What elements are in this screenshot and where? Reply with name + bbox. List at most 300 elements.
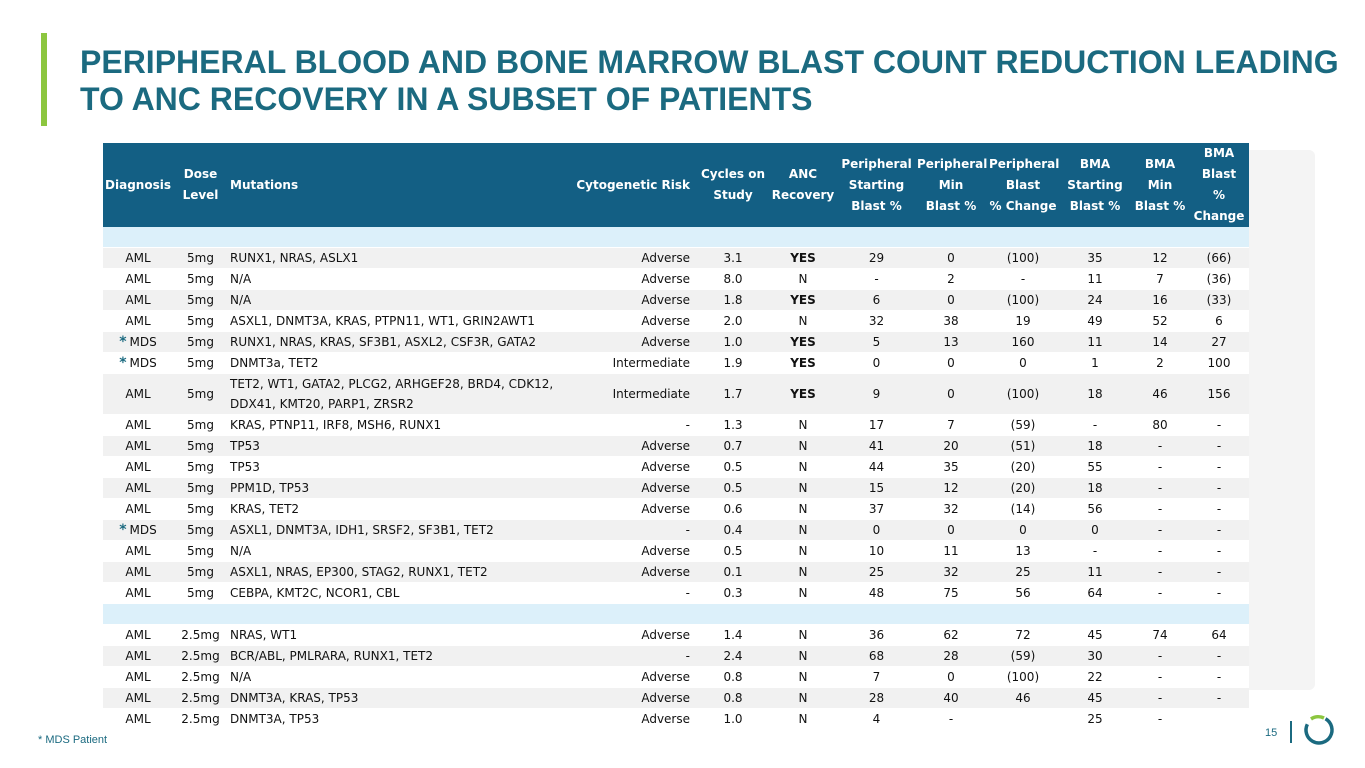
cell-anc-recovery: N [768,625,838,646]
cell-bma-blast-change: - [1189,541,1249,562]
cell-peripheral-starting-blast: - [838,269,915,290]
cell-peripheral-blast-change: 19 [987,311,1059,332]
cell-dose-level: 5mg [173,332,228,353]
cell-dose-level: 2.5mg [173,667,228,688]
cell-bma-blast-change: - [1189,688,1249,709]
cell-peripheral-starting-blast: 7 [838,667,915,688]
cell-peripheral-min-blast: 20 [915,436,987,457]
diagnosis-text: AML [125,628,151,642]
cell-peripheral-starting-blast: 0 [838,353,915,374]
diagnosis-text: AML [125,293,151,307]
cell-diagnosis [103,499,173,520]
cell-mutations: N/A [228,667,558,688]
cell-cycles-on-study: 1.9 [698,353,768,374]
cell-cytogenetic-risk: Adverse [558,667,698,688]
table-row [103,457,1249,478]
table-body [103,227,1249,730]
header-bma-starting-blast: BMA Starting Blast % [1059,143,1131,227]
slide-title: PERIPHERAL BLOOD AND BONE MARROW BLAST COUNT REDUCTION LEADING TO ANC RECOVERY IN A SUBSET OF PATIENTS [80,44,1339,117]
cell-bma-starting-blast: 35 [1059,248,1131,269]
cell-dose-level: 5mg [173,457,228,478]
cell-bma-starting-blast: 55 [1059,457,1131,478]
diagnosis-text: AML [125,565,151,579]
diagnosis-text: AML [125,691,151,705]
cell-bma-starting-blast: - [1059,415,1131,436]
cell-bma-blast-change: - [1189,667,1249,688]
cell-cytogenetic-risk: Adverse [558,625,698,646]
cell-bma-blast-change: 27 [1189,332,1249,353]
cell-cytogenetic-risk: - [558,520,698,541]
cell-cytogenetic-risk: Adverse [558,436,698,457]
cell-anc-recovery: N [768,709,838,730]
cell-peripheral-starting-blast: 9 [838,374,915,415]
cell-peripheral-min-blast: 11 [915,541,987,562]
cell-cycles-on-study: 0.5 [698,457,768,478]
cell-dose-level: 5mg [173,353,228,374]
table-row [103,478,1249,499]
cell-mutations: KRAS, TET2 [228,499,558,520]
header-peripheral-blast-change: Peripheral Blast % Change [987,143,1059,227]
diagnosis-text: AML [125,439,151,453]
cell-peripheral-blast-change: 72 [987,625,1059,646]
cell-mutations: RUNX1, NRAS, KRAS, SF3B1, ASXL2, CSF3R, GATA2 [228,332,558,353]
cell-bma-blast-change: (33) [1189,290,1249,311]
diagnosis-text: AML [125,712,151,726]
cell-diagnosis [103,374,173,415]
table-row [103,332,1249,353]
footnote-mds-patient: * MDS Patient [38,734,108,746]
cell-bma-starting-blast: 49 [1059,311,1131,332]
cell-peripheral-blast-change: - [987,269,1059,290]
cell-diagnosis [103,646,173,667]
mds-patient-asterisk: * [119,522,127,538]
cell-mutations: N/A [228,269,558,290]
cell-mutations: DNMT3A, TP53 [228,709,558,730]
cell-bma-starting-blast: 0 [1059,520,1131,541]
diagnosis-text: AML [125,251,151,265]
cell-bma-min-blast: 2 [1131,353,1189,374]
diagnosis-text: AML [125,272,151,286]
table-row [103,667,1249,688]
cell-bma-min-blast: - [1131,646,1189,667]
cell-bma-blast-change: - [1189,499,1249,520]
cell-anc-recovery: N [768,562,838,583]
cell-anc-recovery: YES [768,374,838,415]
cell-peripheral-min-blast: 0 [915,248,987,269]
cell-peripheral-min-blast: 32 [915,562,987,583]
cell-cytogenetic-risk: Adverse [558,688,698,709]
cell-dose-level: 5mg [173,248,228,269]
cell-peripheral-starting-blast: 32 [838,311,915,332]
cell-bma-blast-change: - [1189,646,1249,667]
cell-bma-starting-blast: 11 [1059,332,1131,353]
cell-peripheral-min-blast: 12 [915,478,987,499]
diagnosis-text: MDS [129,335,157,349]
cell-bma-starting-blast: 22 [1059,667,1131,688]
cell-anc-recovery: N [768,499,838,520]
dose-group-separator [103,227,1249,248]
cell-cytogenetic-risk: Intermediate [558,353,698,374]
cell-cytogenetic-risk: Adverse [558,709,698,730]
cell-diagnosis [103,562,173,583]
cell-cycles-on-study: 0.6 [698,499,768,520]
diagnosis-text: AML [125,649,151,663]
cell-anc-recovery: YES [768,353,838,374]
table-row [103,625,1249,646]
header-peripheral-min-blast: Peripheral Min Blast % [915,143,987,227]
cell-dose-level: 5mg [173,311,228,332]
cell-bma-starting-blast: 30 [1059,646,1131,667]
cell-bma-starting-blast: 45 [1059,688,1131,709]
cell-peripheral-starting-blast: 0 [838,520,915,541]
cell-anc-recovery: YES [768,290,838,311]
cell-diagnosis [103,290,173,311]
cell-diagnosis [103,688,173,709]
cell-peripheral-starting-blast: 5 [838,332,915,353]
cell-cycles-on-study: 1.0 [698,332,768,353]
cell-bma-blast-change: - [1189,436,1249,457]
cell-diagnosis [103,269,173,290]
cell-peripheral-min-blast: 2 [915,269,987,290]
cell-dose-level: 5mg [173,290,228,311]
cell-peripheral-min-blast: 32 [915,499,987,520]
cell-cycles-on-study: 0.5 [698,478,768,499]
cell-diagnosis [103,478,173,499]
diagnosis-text: AML [125,418,151,432]
header-bma-blast-change: BMA Blast % Change [1189,143,1249,227]
cell-cytogenetic-risk: Adverse [558,499,698,520]
cell-diagnosis [103,709,173,730]
blast-count-table-wrapper [103,143,1249,730]
cell-cytogenetic-risk: Adverse [558,457,698,478]
table-row [103,688,1249,709]
cell-dose-level: 2.5mg [173,625,228,646]
cell-mutations: NRAS, WT1 [228,625,558,646]
table-row [103,311,1249,332]
cell-cycles-on-study: 0.7 [698,436,768,457]
cell-peripheral-blast-change: (51) [987,436,1059,457]
cell-peripheral-starting-blast: 10 [838,541,915,562]
cell-bma-blast-change [1189,709,1249,730]
cell-bma-blast-change: - [1189,520,1249,541]
cell-peripheral-starting-blast: 44 [838,457,915,478]
cell-bma-min-blast: 52 [1131,311,1189,332]
table-row [103,541,1249,562]
table-row [103,269,1249,290]
cell-cytogenetic-risk: Adverse [558,290,698,311]
cell-bma-starting-blast: 11 [1059,269,1131,290]
dose-group-separator [103,604,1249,625]
cell-bma-blast-change: 64 [1189,625,1249,646]
cell-peripheral-starting-blast: 68 [838,646,915,667]
header-dose-level: Dose Level [173,143,228,227]
cell-cytogenetic-risk: Adverse [558,478,698,499]
cell-bma-min-blast: 80 [1131,415,1189,436]
cell-bma-starting-blast: 11 [1059,562,1131,583]
header-cycles-on-study: Cycles on Study [698,143,768,227]
header-mutations: Mutations [228,143,558,227]
table-row [103,709,1249,730]
cell-bma-starting-blast: 64 [1059,583,1131,604]
cell-cytogenetic-risk: Adverse [558,311,698,332]
cell-cycles-on-study: 1.8 [698,290,768,311]
diagnosis-text: AML [125,502,151,516]
cell-diagnosis [103,311,173,332]
cell-peripheral-min-blast: 0 [915,520,987,541]
cell-cycles-on-study: 0.8 [698,688,768,709]
cell-mutations: N/A [228,541,558,562]
dose-group-band [103,604,1249,625]
cell-cycles-on-study: 0.3 [698,583,768,604]
cell-peripheral-min-blast: 28 [915,646,987,667]
cell-anc-recovery: N [768,688,838,709]
cell-bma-min-blast: - [1131,499,1189,520]
cell-bma-blast-change: 156 [1189,374,1249,415]
cell-anc-recovery: YES [768,248,838,269]
cell-peripheral-starting-blast: 25 [838,562,915,583]
cell-dose-level: 2.5mg [173,646,228,667]
cell-peripheral-blast-change [987,709,1059,730]
cell-diagnosis [103,541,173,562]
cell-bma-blast-change: - [1189,415,1249,436]
diagnosis-text: AML [125,387,151,401]
cell-mutations: RUNX1, NRAS, ASLX1 [228,248,558,269]
cell-anc-recovery: YES [768,332,838,353]
cell-mutations: DNMT3A, KRAS, TP53 [228,688,558,709]
cell-bma-blast-change: - [1189,562,1249,583]
cell-bma-starting-blast: 1 [1059,353,1131,374]
cell-cycles-on-study: 1.7 [698,374,768,415]
cell-cytogenetic-risk: Adverse [558,269,698,290]
cell-cycles-on-study: 8.0 [698,269,768,290]
cell-cytogenetic-risk: Adverse [558,541,698,562]
cell-dose-level: 5mg [173,478,228,499]
cell-bma-starting-blast: 18 [1059,374,1131,415]
table-row [103,374,1249,415]
cell-dose-level: 5mg [173,562,228,583]
cell-bma-starting-blast: 18 [1059,436,1131,457]
cell-bma-starting-blast: 45 [1059,625,1131,646]
cell-peripheral-min-blast: - [915,709,987,730]
cell-dose-level: 5mg [173,541,228,562]
cell-peripheral-min-blast: 0 [915,667,987,688]
cell-bma-starting-blast: 25 [1059,709,1131,730]
table-row [103,436,1249,457]
cell-dose-level: 5mg [173,583,228,604]
cell-mutations: KRAS, PTNP11, IRF8, MSH6, RUNX1 [228,415,558,436]
mds-patient-asterisk: * [119,355,127,371]
company-logo-icon [1302,713,1336,747]
header-cytogenetic-risk: Cytogenetic Risk [558,143,698,227]
cell-peripheral-min-blast: 35 [915,457,987,478]
cell-cytogenetic-risk: Adverse [558,248,698,269]
mds-patient-asterisk: * [119,334,127,350]
diagnosis-text: MDS [129,523,157,537]
cell-bma-blast-change: (66) [1189,248,1249,269]
cell-anc-recovery: N [768,269,838,290]
cell-bma-min-blast: - [1131,583,1189,604]
diagnosis-text: AML [125,586,151,600]
cell-anc-recovery: N [768,457,838,478]
cell-peripheral-min-blast: 40 [915,688,987,709]
cell-peripheral-blast-change: 13 [987,541,1059,562]
cell-peripheral-blast-change: (100) [987,290,1059,311]
cell-bma-min-blast: - [1131,520,1189,541]
cell-peripheral-min-blast: 0 [915,290,987,311]
page-number: 15 [1265,727,1278,739]
cell-bma-min-blast: - [1131,709,1189,730]
cell-peripheral-starting-blast: 28 [838,688,915,709]
cell-peripheral-starting-blast: 6 [838,290,915,311]
cell-anc-recovery: N [768,541,838,562]
table-row [103,520,1249,541]
cell-peripheral-blast-change: 46 [987,688,1059,709]
cell-peripheral-min-blast: 7 [915,415,987,436]
cell-peripheral-starting-blast: 48 [838,583,915,604]
cell-mutations: TP53 [228,457,558,478]
cell-peripheral-min-blast: 0 [915,374,987,415]
cell-cycles-on-study: 0.4 [698,520,768,541]
cell-bma-min-blast: 16 [1131,290,1189,311]
cell-bma-min-blast: 12 [1131,248,1189,269]
cell-bma-starting-blast: 18 [1059,478,1131,499]
cell-peripheral-min-blast: 13 [915,332,987,353]
cell-peripheral-blast-change: (100) [987,374,1059,415]
cell-cytogenetic-risk: - [558,646,698,667]
cell-mutations: ASXL1, DNMT3A, IDH1, SRSF2, SF3B1, TET2 [228,520,558,541]
diagnosis-text: AML [125,670,151,684]
cell-anc-recovery: N [768,667,838,688]
cell-mutations: TET2, WT1, GATA2, PLCG2, ARHGEF28, BRD4, CDK12, DDX41, KMT20, PARP1, ZRSR2 [228,374,558,415]
cell-cytogenetic-risk: - [558,415,698,436]
cell-cytogenetic-risk: Adverse [558,332,698,353]
cell-cycles-on-study: 2.4 [698,646,768,667]
cell-peripheral-blast-change: (20) [987,457,1059,478]
diagnosis-text: AML [125,460,151,474]
table-row [103,499,1249,520]
cell-bma-min-blast: - [1131,562,1189,583]
cell-mutations: N/A [228,290,558,311]
cell-peripheral-starting-blast: 37 [838,499,915,520]
cell-dose-level: 2.5mg [173,688,228,709]
cell-anc-recovery: N [768,478,838,499]
cell-mutations: BCR/ABL, PMLRARA, RUNX1, TET2 [228,646,558,667]
cell-bma-blast-change: - [1189,457,1249,478]
cell-mutations: DNMT3a, TET2 [228,353,558,374]
cell-cycles-on-study: 0.8 [698,667,768,688]
table-row [103,353,1249,374]
table-row [103,248,1249,269]
cell-peripheral-blast-change: (20) [987,478,1059,499]
cell-bma-min-blast: - [1131,667,1189,688]
cell-peripheral-blast-change: (14) [987,499,1059,520]
cell-dose-level: 5mg [173,436,228,457]
cell-mutations: TP53 [228,436,558,457]
cell-dose-level: 5mg [173,520,228,541]
cell-diagnosis [103,353,173,374]
cell-diagnosis [103,248,173,269]
cell-cycles-on-study: 1.3 [698,415,768,436]
cell-diagnosis [103,583,173,604]
cell-peripheral-blast-change: (100) [987,248,1059,269]
cell-dose-level: 5mg [173,415,228,436]
table-row [103,646,1249,667]
cell-diagnosis [103,332,173,353]
cell-bma-starting-blast: 24 [1059,290,1131,311]
cell-bma-min-blast: - [1131,457,1189,478]
cell-mutations: ASXL1, NRAS, EP300, STAG2, RUNX1, TET2 [228,562,558,583]
cell-peripheral-blast-change: 0 [987,353,1059,374]
cell-cycles-on-study: 2.0 [698,311,768,332]
cell-peripheral-min-blast: 75 [915,583,987,604]
diagnosis-text: AML [125,314,151,328]
cell-peripheral-starting-blast: 17 [838,415,915,436]
cell-dose-level: 2.5mg [173,709,228,730]
table-row [103,415,1249,436]
cell-dose-level: 5mg [173,374,228,415]
cell-anc-recovery: N [768,583,838,604]
header-bma-min-blast: BMA Min Blast % [1131,143,1189,227]
cell-peripheral-blast-change: 160 [987,332,1059,353]
cell-mutations: CEBPA, KMT2C, NCOR1, CBL [228,583,558,604]
cell-cytogenetic-risk: - [558,583,698,604]
table-header-row [103,143,1249,227]
diagnosis-text: AML [125,481,151,495]
cell-peripheral-blast-change: (100) [987,667,1059,688]
cell-bma-min-blast: - [1131,541,1189,562]
cell-bma-starting-blast: 56 [1059,499,1131,520]
cell-bma-min-blast: 74 [1131,625,1189,646]
header-diagnosis: Diagnosis [103,143,173,227]
header-peripheral-starting-blast: Peripheral Starting Blast % [838,143,915,227]
diagnosis-text: MDS [129,356,157,370]
cell-peripheral-starting-blast: 29 [838,248,915,269]
cell-diagnosis [103,625,173,646]
cell-cytogenetic-risk: Adverse [558,562,698,583]
cell-mutations: ASXL1, DNMT3A, KRAS, PTPN11, WT1, GRIN2AWT1 [228,311,558,332]
cell-anc-recovery: N [768,436,838,457]
cell-anc-recovery: N [768,415,838,436]
cell-dose-level: 5mg [173,269,228,290]
cell-peripheral-min-blast: 38 [915,311,987,332]
table-row [103,562,1249,583]
table-row [103,583,1249,604]
cell-anc-recovery: N [768,311,838,332]
cell-anc-recovery: N [768,646,838,667]
cell-diagnosis [103,667,173,688]
cell-diagnosis [103,415,173,436]
cell-bma-starting-blast: - [1059,541,1131,562]
cell-mutations: PPM1D, TP53 [228,478,558,499]
cell-dose-level: 5mg [173,499,228,520]
cell-cycles-on-study: 1.4 [698,625,768,646]
cell-peripheral-starting-blast: 36 [838,625,915,646]
cell-peripheral-min-blast: 0 [915,353,987,374]
cell-bma-blast-change: - [1189,478,1249,499]
cell-peripheral-starting-blast: 15 [838,478,915,499]
cell-bma-blast-change: 6 [1189,311,1249,332]
cell-bma-min-blast: - [1131,478,1189,499]
cell-cycles-on-study: 0.1 [698,562,768,583]
cell-peripheral-min-blast: 62 [915,625,987,646]
cell-peripheral-starting-blast: 41 [838,436,915,457]
cell-peripheral-blast-change: (59) [987,415,1059,436]
cell-peripheral-starting-blast: 4 [838,709,915,730]
title-accent-bar [41,33,47,126]
cell-cycles-on-study: 0.5 [698,541,768,562]
cell-bma-min-blast: - [1131,436,1189,457]
cell-peripheral-blast-change: 25 [987,562,1059,583]
